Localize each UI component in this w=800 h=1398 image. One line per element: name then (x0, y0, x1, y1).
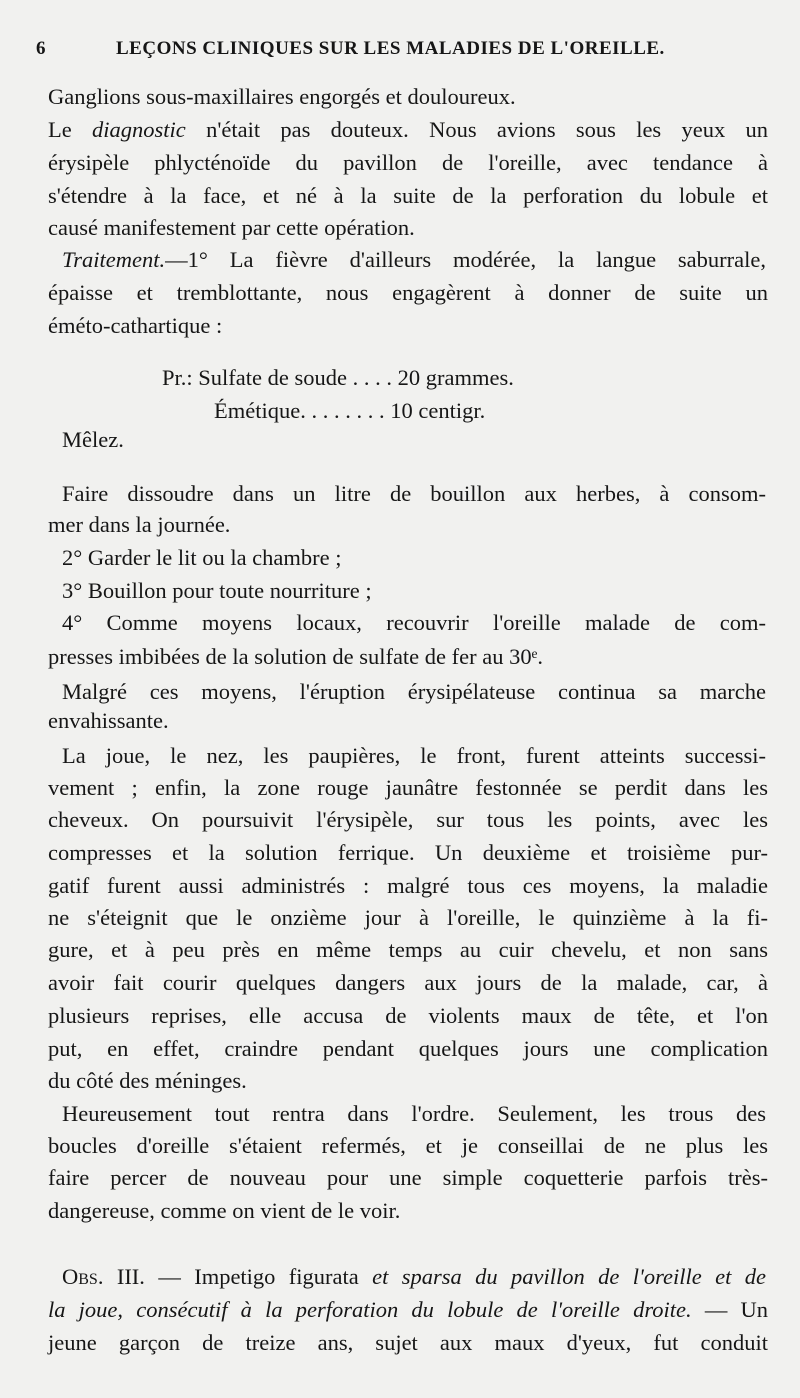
text-line: vement ; enfin, la zone rouge jaunâtre festonnée se perdit dans les (48, 775, 768, 800)
text-line: boucles d'oreille s'étaient refermés, et je conseillai de ne plus les (48, 1133, 768, 1158)
text-line: Le diagnostic n'était pas douteux. Nous avions sous les yeux un (48, 117, 768, 142)
text-line: jeune garçon de treize ans, sujet aux maux d'yeux, fut conduit (48, 1330, 768, 1355)
text-line: Malgré ces moyens, l'éruption érysipélateuse continua sa marche (62, 679, 766, 704)
text-line: Traitement.—1° La fièvre d'ailleurs modérée, la langue saburrale, (62, 247, 766, 272)
text-line: épaisse et tremblottante, nous engagèrent à donner de suite un (48, 280, 768, 305)
text-line: la joue, consécutif à la perforation du lobule de l'oreille droite. — Un (48, 1297, 769, 1322)
observation-label: Obs. III. (62, 1264, 145, 1289)
text-line: mer dans la journée. (48, 512, 231, 537)
text-line: gatif furent aussi administrés : malgré tous ces moyens, la maladie (48, 873, 768, 898)
text-line: 2° Garder le lit ou la chambre ; (62, 545, 342, 570)
text-line: dangereuse, comme on vient de le voir. (48, 1198, 401, 1223)
section-label: Traitement. (62, 247, 166, 272)
text-line: plusieurs reprises, elle accusa de violents maux de tête, et l'on (48, 1003, 768, 1028)
text-line: Ganglions sous-maxillaires engorgés et douloureux. (48, 84, 516, 109)
text-line: causé manifestement par cette opération. (48, 215, 415, 240)
observation-heading: Obs. III. — Impetigo figurata et sparsa du pavillon de l'oreille et de (62, 1264, 766, 1289)
text-line: compresses et la solution ferrique. Un deuxième et troisième pur- (48, 840, 768, 865)
text-line: 3° Bouillon pour toute nourriture ; (62, 578, 372, 603)
text-line: du côté des méninges. (48, 1068, 247, 1093)
prescription-line: Pr.: Sulfate de soude . . . . 20 grammes. (162, 365, 514, 390)
text-line: Faire dissoudre dans un litre de bouillon aux herbes, à consom- (62, 481, 766, 506)
text-line: s'étendre à la face, et né à la suite de la perforation du lobule et (48, 183, 768, 208)
text-line: put, en effet, craindre pendant quelques jours une complication (48, 1036, 768, 1061)
page-number: 6 (36, 38, 46, 59)
text-line: gure, et à peu près en même temps au cuir chevelu, et non sans (48, 937, 768, 962)
prescription-line: Émétique. . . . . . . . 10 centigr. (214, 398, 486, 423)
text-line: Mêlez. (62, 427, 124, 452)
text-line: érysipèle phlycténoïde du pavillon de l'oreille, avec tendance à (48, 150, 768, 175)
running-header (36, 38, 726, 68)
text-line: éméto-cathartique : (48, 313, 223, 338)
text-line: envahissante. (48, 708, 169, 733)
text-line: faire percer de nouveau pour une simple coquetterie parfois très- (48, 1165, 768, 1190)
text-line: presses imbibées de la solution de sulfate de fer au 30ᵉ. (48, 644, 543, 669)
text-line: avoir fait courir quelques dangers aux jours de la malade, car, à (48, 970, 768, 995)
text-line: 4° Comme moyens locaux, recouvrir l'oreille malade de com- (62, 610, 766, 635)
text-line: cheveux. On poursuivit l'érysipèle, sur tous les points, avec les (48, 807, 768, 832)
running-title: LEÇONS CLINIQUES SUR LES MALADIES DE L'OREILLE. (116, 38, 665, 59)
text-line: Heureusement tout rentra dans l'ordre. Seulement, les trous des (62, 1101, 766, 1126)
text-line: La joue, le nez, les paupières, le front, furent atteints successi- (62, 743, 766, 768)
text-line: ne s'éteignit que le onzième jour à l'oreille, le quinzième à la fi- (48, 905, 768, 930)
italic-term: diagnostic (92, 117, 186, 142)
